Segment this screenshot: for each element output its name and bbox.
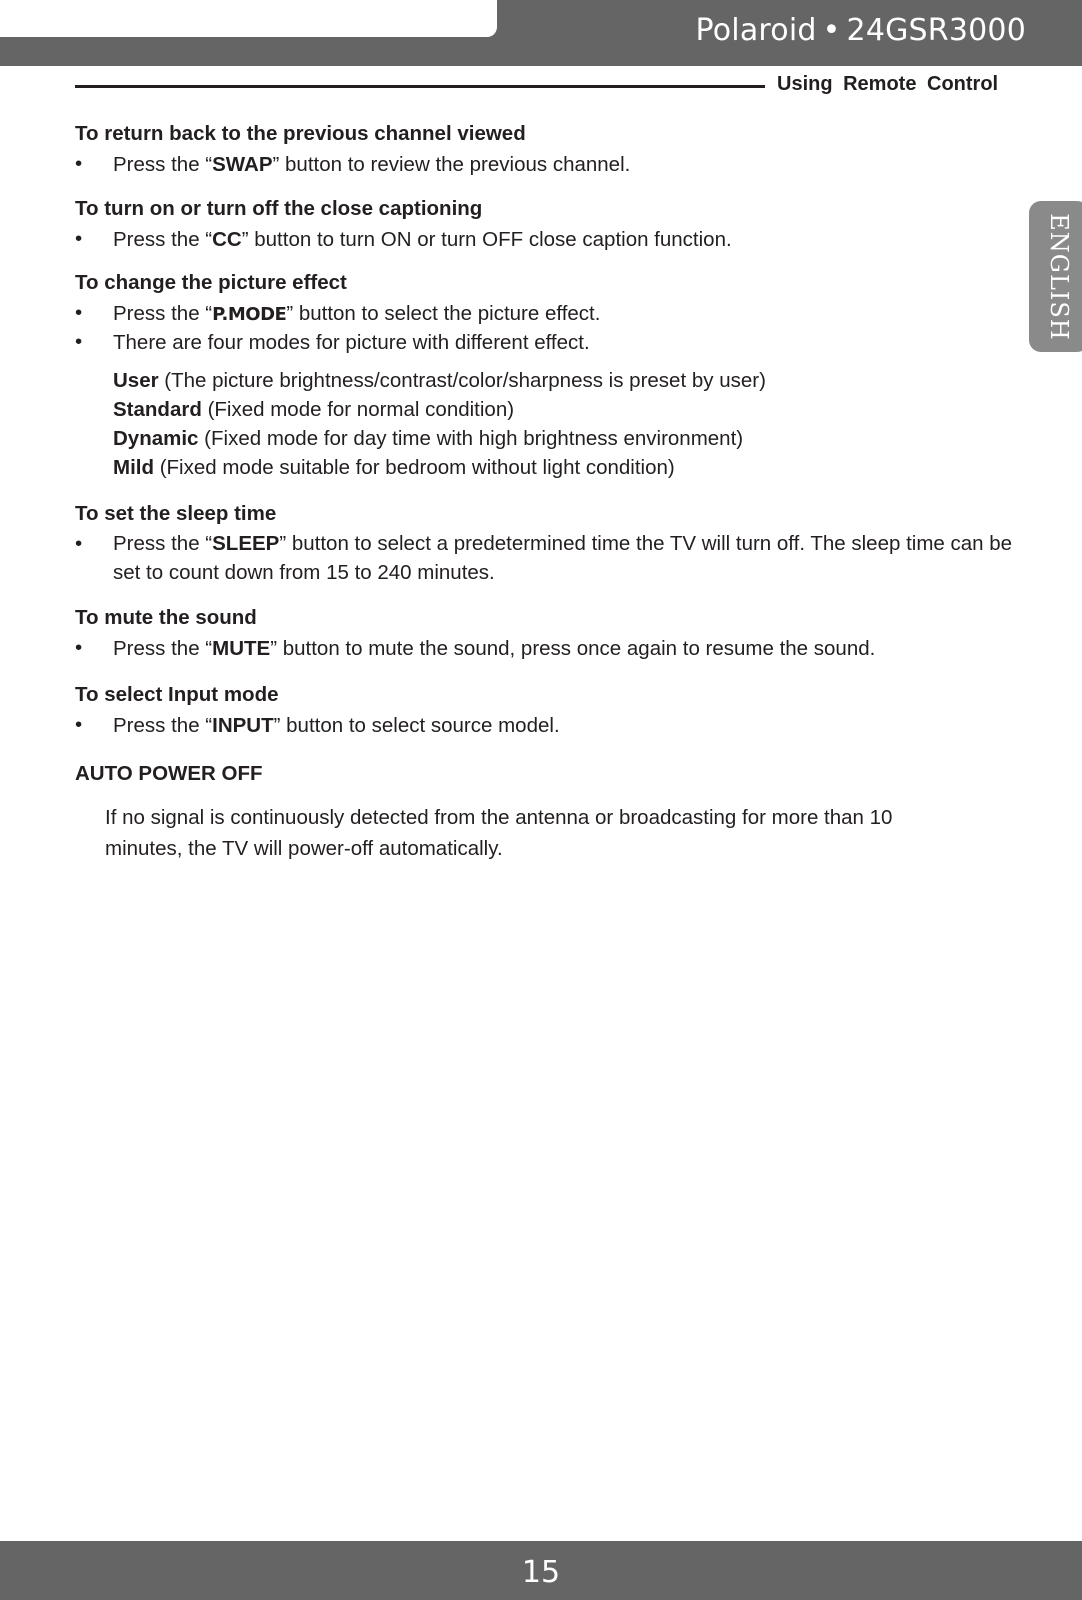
mode-dynamic (113, 427, 743, 451)
heading-close-captioning: To turn on or turn off the close captioning (75, 197, 483, 220)
heading-sleep-time: To set the sleep time (75, 502, 277, 525)
brand-separator: • (822, 13, 841, 48)
key-input: INPUT (212, 714, 274, 737)
instruction-input: Press the “INPUT” button to select source model. (113, 714, 560, 737)
mode-name: Dynamic (113, 427, 199, 450)
mode-description: (Fixed mode for day time with high brightness environment) (204, 427, 744, 450)
mode-name: User (113, 369, 159, 392)
mode-name: Standard (113, 398, 202, 421)
bullet-marker: • (75, 713, 83, 736)
heading-auto-power-off: AUTO POWER OFF (75, 762, 263, 785)
key-cc: CC (212, 228, 242, 251)
section-title: Using Remote Control (777, 73, 999, 95)
key-pmode: P.MODE (212, 304, 287, 325)
key-mute: MUTE (212, 637, 271, 660)
key-swap: SWAP (212, 153, 273, 176)
bullet-marker: • (75, 152, 83, 175)
mode-name: Mild (113, 456, 154, 479)
brand-name: Polaroid (695, 13, 817, 48)
mode-mild (113, 456, 675, 480)
mode-description: (Fixed mode suitable for bedroom without light condition) (159, 456, 675, 479)
bullet-marker: • (75, 636, 83, 659)
instruction-four-modes: There are four modes for picture with different effect. (113, 331, 590, 354)
mode-description: (Fixed mode for normal condition) (207, 398, 515, 421)
bullet-marker: • (75, 301, 83, 324)
heading-mute: To mute the sound (75, 606, 257, 629)
instruction-mute: Press the “MUTE” button to mute the sound, press once again to resume the sound. (113, 637, 876, 660)
header-white-tab (0, 0, 497, 37)
instruction-sleep: Press the “SLEEP” button to select a predetermined time the TV will turn off. The sleep time can be set to count down from 15 to 240 minutes. (113, 532, 1013, 584)
mode-description: (The picture brightness/contrast/color/sharpness is preset by user) (164, 369, 766, 392)
mode-user (113, 369, 766, 393)
section-rule (75, 85, 765, 88)
key-sleep: SLEEP (212, 532, 280, 555)
model-number: 24GSR3000 (846, 13, 1026, 48)
language-tab-label: ENGLISH (1045, 213, 1073, 341)
instruction-cc: Press the “CC” button to turn ON or turn OFF close caption function. (113, 228, 732, 251)
page-number: 15 (521, 1555, 561, 1590)
heading-previous-channel: To return back to the previous channel viewed (75, 122, 526, 145)
heading-picture-effect: To change the picture effect (75, 271, 347, 294)
bullet-marker: • (75, 227, 83, 250)
mode-standard (113, 398, 514, 422)
brand-model (696, 13, 1026, 48)
instruction-pmode: Press the “P.MODE” button to select the picture effect. (113, 302, 601, 325)
bullet-marker: • (75, 330, 83, 353)
instruction-swap: Press the “SWAP” button to review the previous channel. (113, 153, 631, 176)
bullet-marker: • (75, 532, 83, 555)
auto-power-off-description: If no signal is continuously detected from the antenna or broadcasting for more than 10 minutes, the TV will power-off automatically. (105, 806, 893, 860)
heading-input-mode: To select Input mode (75, 683, 279, 706)
